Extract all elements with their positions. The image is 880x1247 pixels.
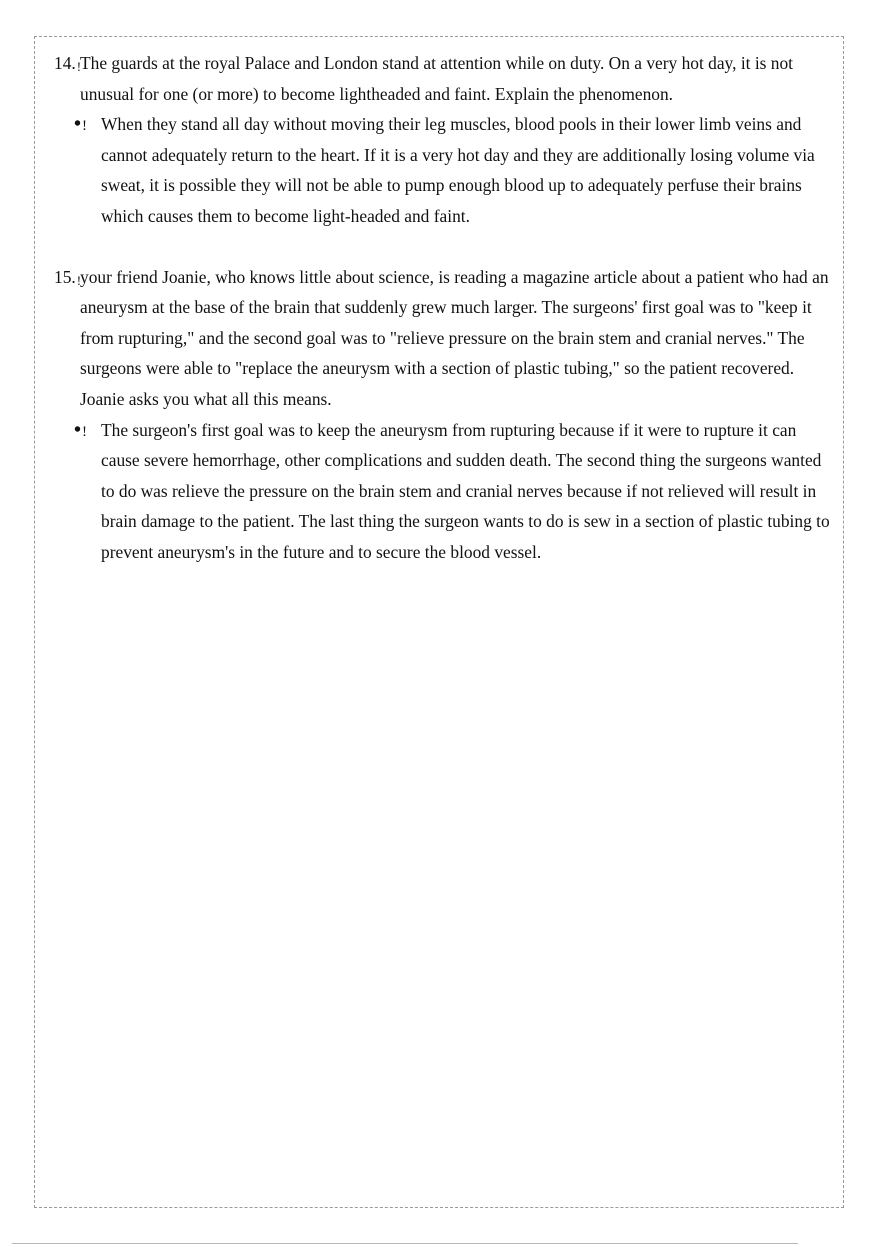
question-15 <box>54 262 830 415</box>
bullet-icon <box>74 109 87 142</box>
footer-divider <box>12 1243 798 1244</box>
document-body <box>54 48 830 568</box>
question-14 <box>54 48 830 109</box>
bullet-icon <box>74 415 87 448</box>
answer-15 <box>54 415 830 568</box>
answer-text: When they stand all day without moving their leg muscles, blood pools in their lower limb veins and cannot adequately return to the heart. If it is a very hot day and they are additionally losing volume via sweat, it is possible they will not be able to pump enough blood up to adequately perfuse their brains which causes them to become light-headed and faint. <box>101 114 815 226</box>
answer-14 <box>54 109 830 231</box>
question-number-label: 15. <box>54 266 76 287</box>
question-marker: ! <box>76 59 82 74</box>
bullet-dot: • <box>74 113 82 136</box>
bullet-marker: ! <box>82 118 88 135</box>
question-number <box>54 48 81 81</box>
answer-text: The surgeon's first goal was to keep the aneurysm from rupturing because if it were to rupture it can cause severe hemorrhage, other complications and sudden death. The second thing the surgeons wanted to do was relieve the pressure on the brain stem and cranial nerves because if not relieved will result in brain damage to the patient. The last thing the surgeon wants to do is sew in a section of plastic tubing to prevent aneurysm's in the future and to secure the blood vessel. <box>101 419 830 562</box>
question-number-label: 14. <box>54 53 76 73</box>
section-spacer <box>54 232 830 262</box>
question-number <box>54 262 81 295</box>
question-prompt: The guards at the royal Palace and London stand at attention while on duty. On a very hot day, it is not unusual for one (or more) to become lightheaded and faint. Explain the phenomenon. <box>80 53 793 104</box>
bullet-dot: • <box>74 418 82 441</box>
question-marker: ! <box>76 272 82 288</box>
question-prompt: your friend Joanie, who knows little about science, is reading a magazine article about a patient who had an aneurysm at the base of the brain that suddenly grew much larger. The surgeons' first goal was to "keep it from rupturing," and the second goal was to "relieve pressure on the brain stem and cranial nerves." The surgeons were able to "replace the aneurysm with a section of plastic tubing," so the patient recovered. Joanie asks you what all this means. <box>80 266 829 409</box>
bullet-marker: ! <box>82 423 88 440</box>
